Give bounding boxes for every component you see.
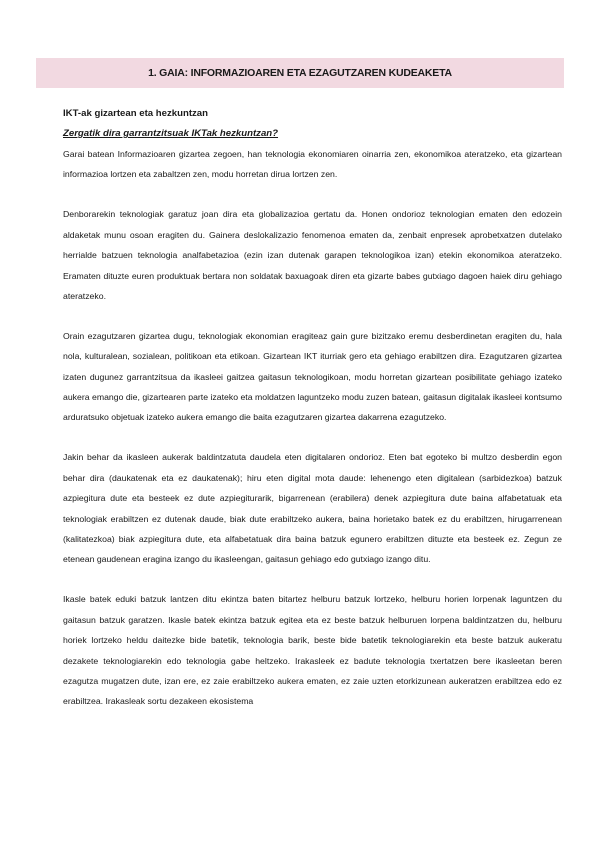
paragraph-5: Ikasle batek eduki batzuk lantzen ditu ekintza baten bitartez helburu batzuk lortzeko, helburu horien lorpenak laguntzen du gaitasun batzuk garatzen. Ikasle batek ekintza batzuk egitea eta ez beste batzuk helburuen lorpena baldintzatzen du, helburu horiek lortzeko heldu daitezke bide batetik, teknologia barik, beste bide batetik teknologiarekin eta beste batzuk aukeratu dezakete teknologiarekin edo teknologia gabe heltzeko. Irakasleek ez badute teknologia txertatzen bere ikasleetan beren ezagutza mugatzen dute, izan ere, ez zaie erabiltzeko aukera ematen, ez zaie uzten etorkizunean aukeratzen erabiltzea edo ez erabiltzea. Irakasleak sortu dezakeen ekosistema — [63, 594, 562, 707]
subheading: Zergatik dira garrantzitsuak IKTak hezkuntzan? — [63, 128, 279, 139]
chapter-title-banner — [36, 58, 564, 88]
paragraph-2: Denborarekin teknologiak garatuz joan dira eta globalizazioa gertatu da. Honen ondorioz teknologian ematen den edozein aldaketak munu osoan eragiten du. Gainera deslokalizazio fenomenoa ematen da, zenbait enpresek aprobetxatzen dutelako herrialde batzuen teknologia analfabetazioa (ezin izan dutenak garapen teknologikoa izan) etekin ekonomikoa ateratzeko. Eramaten dituzte euren produktuak bertara non soldatak baxuagoak diren eta gizarte babes gutxiago dagoen haiek diru gehiago ateratzeko. — [63, 209, 562, 301]
paragraph-1: Garai batean Informazioaren gizartea zegoen, han teknologia ekonomiaren oinarria zen, ekonomikoa ateratzeko, eta gizartean informazioa lortzen eta zabaltzen zen, modu horretan dirua lortzen zen. — [63, 149, 562, 180]
document-body — [63, 104, 562, 731]
paragraph-3: Orain ezagutzaren gizartea dugu, teknologiak ekonomian eragiteaz gain gure bizitzako eremu desberdinetan eragiten du, hala nola, kulturalean, sozialean, politikoan eta etikoan. Gizartean IKT iturriak gero eta gehiago erabiltzen dira. Ezagutzaren gizartea izaten dugunez garrantzitsua da ikasleei gaitzea gaitasun teknologikoan, modu horretan gizartean posibilitate gehiago izateko aukera emango die, gizartearen parte izateko eta moldatzen laguntzeko modu zuzen batean, gaitasun digitalak ikasleei kontsumo arduratsuko objetuak izateko aukera emango die baita ezagutzaren gizartea dakarrena ezagutzeko. — [63, 330, 562, 423]
section-heading: IKT-ak gizartean eta hezkuntzan — [63, 108, 209, 119]
paragraph-4: Jakin behar da ikasleen aukerak baldintzatuta daudela eten digitalaren ondorioz. Eten bat egoteko bi multzo desberdin egon behar dira (daukatenak eta ez daukatenak); hiru eten digital mota daude: lehenengo eten digitalean (sarbidezkoa) batzuk azpiegitura dute eta besteek ez dute azpiegiturarik, bigarrenean (erabilera) denek azpiegitura dute baina alfabetatuak eta teknologiak erabiltzen ez dutenak daude, biak dute erabiltzeko aukera, baina horietako batek ez du erabiltzen, hirugarrenean (kalitatezkoa) biak azpiegitura dute, eta alfabetatuak dira baina batzuk egunero erabiltzen dituzte eta besteek ez. Zegun ze etenean gaudenean eragina izango du ikasleengan, gaitasun gehiago edo gutxiago izango ditu. — [63, 452, 562, 565]
chapter-title: 1. GAIA: INFORMAZIOAREN ETA EZAGUTZAREN KUDEAKETA — [148, 67, 452, 79]
